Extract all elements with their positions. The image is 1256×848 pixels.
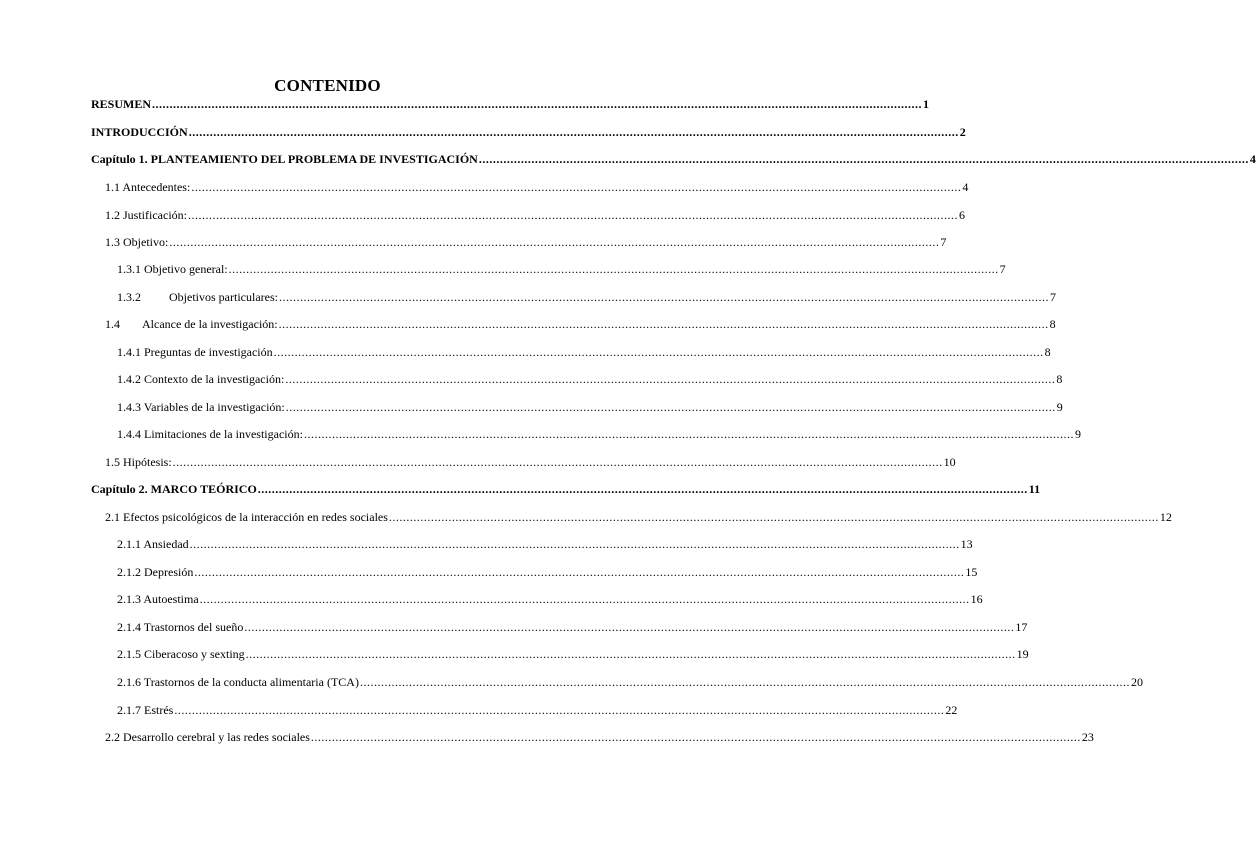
- dot-leader: ............................................................................................................................................................................................................................: [174, 703, 945, 717]
- toc-entry[interactable]: [117, 592, 983, 606]
- dot-leader: ............................................................................................................................................................................................................................: [188, 125, 959, 139]
- toc-page-number: 7: [940, 235, 947, 249]
- dot-leader: ............................................................................................................................................................................................................................: [285, 372, 1056, 386]
- toc-entry[interactable]: [117, 703, 958, 717]
- dot-leader: ............................................................................................................................................................................................................................: [257, 482, 1028, 496]
- dot-leader: ............................................................................................................................................................................................................................: [191, 180, 962, 194]
- toc-entry-label: 1.4.2 Contexto de la investigación:: [117, 372, 285, 386]
- toc-entry[interactable]: [117, 565, 978, 579]
- toc-page-number: 11: [1028, 482, 1041, 496]
- toc-page-number: 8: [1044, 345, 1051, 359]
- toc-entry-label: 1.3 Objetivo:: [105, 235, 169, 249]
- toc-page-number: 9: [1074, 427, 1081, 441]
- toc-entry-label: 2.1.3 Autoestima: [117, 592, 199, 606]
- toc-entry-label: 1.4.3 Variables de la investigación:: [117, 400, 285, 414]
- toc-entry-label: 2.1.7 Estrés: [117, 703, 174, 717]
- toc-entry-label: 1.1 Antecedentes:: [105, 180, 191, 194]
- toc-entry[interactable]: [105, 730, 1094, 744]
- toc-entry-label: Capítulo 2. MARCO TEÓRICO: [91, 482, 257, 496]
- dot-leader: ............................................................................................................................................................................................................................: [303, 427, 1074, 441]
- toc-entry-label: RESUMEN: [91, 97, 152, 111]
- toc-entry[interactable]: [105, 180, 969, 194]
- toc-page-number: 22: [945, 703, 958, 717]
- toc-page-number: 8: [1049, 317, 1056, 331]
- toc-entry[interactable]: [105, 510, 1172, 524]
- toc-entry-label: 2.1.2 Depresión: [117, 565, 194, 579]
- toc-page-number: 6: [958, 208, 965, 222]
- toc-page-number: 12: [1159, 510, 1172, 524]
- dot-leader: ............................................................................................................................................................................................................................: [245, 647, 1016, 661]
- toc-entry-label: [117, 290, 278, 304]
- toc-entry-label: 1.4.4 Limitaciones de la investigación:: [117, 427, 303, 441]
- dot-leader: ............................................................................................................................................................................................................................: [285, 400, 1056, 414]
- toc-entry-label: [105, 317, 278, 331]
- toc-entry-label: 1.4.1 Preguntas de investigación: [117, 345, 273, 359]
- toc-entry[interactable]: [117, 427, 1081, 441]
- toc-entry-label: 2.1.4 Trastornos del sueño: [117, 620, 244, 634]
- dot-leader: ............................................................................................................................................................................................................................: [169, 235, 940, 249]
- dot-leader: ............................................................................................................................................................................................................................: [194, 565, 965, 579]
- toc-entry-number: 1.3.2: [117, 290, 141, 304]
- dot-leader: ............................................................................................................................................................................................................................: [273, 345, 1044, 359]
- toc-entry-label: 2.1.5 Ciberacoso y sexting: [117, 647, 245, 661]
- toc-entry[interactable]: [91, 152, 1256, 166]
- dot-leader: ............................................................................................................................................................................................................................: [152, 97, 923, 111]
- toc-page-number: 9: [1056, 400, 1063, 414]
- dot-leader: ............................................................................................................................................................................................................................: [228, 262, 999, 276]
- toc-page-number: 15: [965, 565, 978, 579]
- toc-entry[interactable]: [117, 345, 1051, 359]
- toc-entry[interactable]: [117, 647, 1029, 661]
- dot-leader: ............................................................................................................................................................................................................................: [310, 730, 1081, 744]
- toc-entry[interactable]: [117, 620, 1028, 634]
- toc-entry-label: 2.1.6 Trastornos de la conducta alimentaria (TCA): [117, 675, 359, 689]
- toc-entry[interactable]: [91, 482, 1041, 496]
- toc-page-number: 2: [959, 125, 966, 139]
- toc-page-number: 4: [1249, 152, 1256, 166]
- toc-entry[interactable]: [117, 400, 1063, 414]
- toc-entry[interactable]: [91, 97, 930, 111]
- dot-leader: ............................................................................................................................................................................................................................: [244, 620, 1015, 634]
- toc-page-number: 23: [1081, 730, 1094, 744]
- toc-page-number: 7: [1049, 290, 1056, 304]
- toc-entry-text: Alcance de la investigación:: [142, 317, 278, 331]
- toc-entry[interactable]: [117, 372, 1063, 386]
- toc-entry-label: 1.3.1 Objetivo general:: [117, 262, 228, 276]
- toc-page-number: 4: [962, 180, 969, 194]
- toc-entry[interactable]: [105, 317, 1056, 331]
- toc-entry[interactable]: [105, 235, 947, 249]
- dot-leader: ............................................................................................................................................................................................................................: [199, 592, 970, 606]
- toc-page-number: 17: [1015, 620, 1028, 634]
- dot-leader: ............................................................................................................................................................................................................................: [359, 675, 1130, 689]
- dot-leader: ............................................................................................................................................................................................................................: [388, 510, 1159, 524]
- toc-page-number: 8: [1056, 372, 1063, 386]
- toc-entry[interactable]: [117, 262, 1006, 276]
- toc-entry[interactable]: [117, 290, 1056, 304]
- toc-entry[interactable]: [105, 208, 965, 222]
- dot-leader: ............................................................................................................................................................................................................................: [278, 290, 1049, 304]
- dot-leader: ............................................................................................................................................................................................................................: [187, 208, 958, 222]
- toc-entry-label: 2.2 Desarrollo cerebral y las redes sociales: [105, 730, 310, 744]
- toc-entry-label: 2.1 Efectos psicológicos de la interacción en redes sociales: [105, 510, 388, 524]
- toc-entry[interactable]: [117, 537, 973, 551]
- toc-page-number: 19: [1016, 647, 1029, 661]
- toc-page-number: 20: [1130, 675, 1143, 689]
- toc-entry-label: 2.1.1 Ansiedad: [117, 537, 189, 551]
- toc-page-number: 1: [923, 97, 930, 111]
- toc-page-number: 7: [999, 262, 1006, 276]
- toc-entry-label: 1.2 Justificación:: [105, 208, 187, 222]
- toc-page-number: 16: [970, 592, 983, 606]
- dot-leader: ............................................................................................................................................................................................................................: [478, 152, 1249, 166]
- toc-page-number: 10: [943, 455, 956, 469]
- dot-leader: ............................................................................................................................................................................................................................: [278, 317, 1049, 331]
- toc-entry-text: Objetivos particulares:: [169, 290, 278, 304]
- toc-entry[interactable]: [105, 455, 956, 469]
- toc-entry-label: Capítulo 1. PLANTEAMIENTO DEL PROBLEMA DE INVESTIGACIÓN: [91, 152, 478, 166]
- toc-entry[interactable]: [117, 675, 1143, 689]
- toc-entry-label: INTRODUCCIÓN: [91, 125, 188, 139]
- toc-entry-label: 1.5 Hipótesis:: [105, 455, 172, 469]
- toc-title: CONTENIDO: [274, 76, 381, 95]
- dot-leader: ............................................................................................................................................................................................................................: [189, 537, 960, 551]
- dot-leader: ............................................................................................................................................................................................................................: [172, 455, 943, 469]
- toc-entry[interactable]: [91, 125, 966, 139]
- toc-entry-number: 1.4: [105, 317, 120, 331]
- toc-page-number: 13: [960, 537, 973, 551]
